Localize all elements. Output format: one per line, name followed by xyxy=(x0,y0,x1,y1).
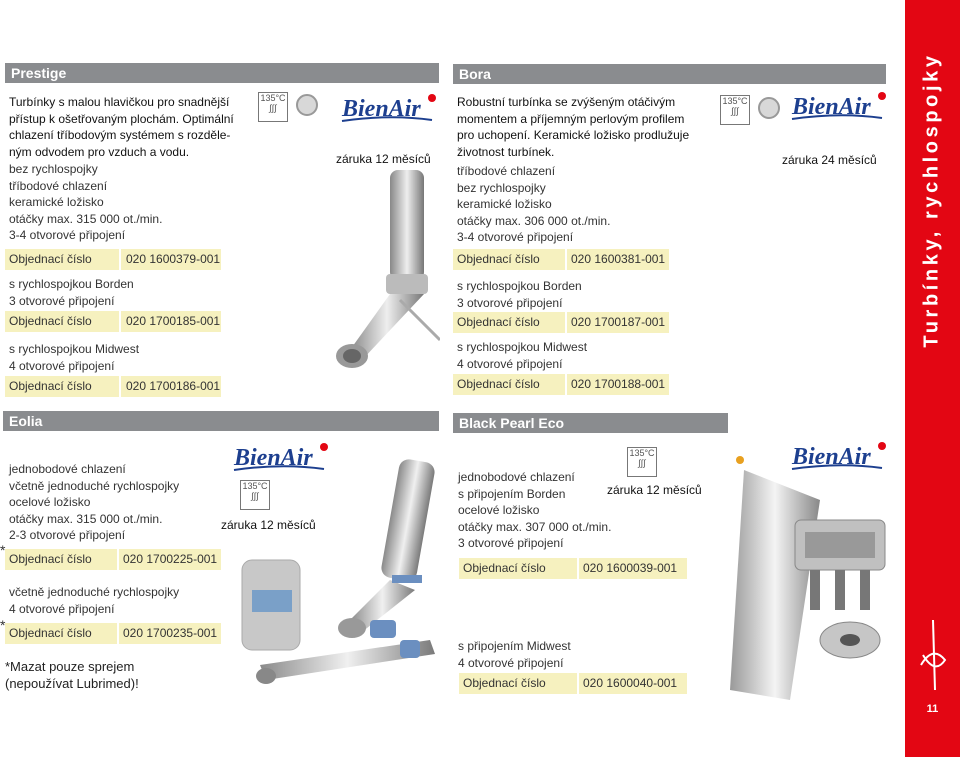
bora-variant-borden: s rychlospojkou Borden 3 otvorové připojení xyxy=(457,279,582,310)
bora-order-3: Objednací číslo 020 1700188-001 xyxy=(453,374,669,395)
prestige-variant-midwest: s rychlospojkou Midwest 4 otvorové připojení xyxy=(9,342,140,373)
prestige-variant-borden: s rychlospojkou Borden 3 otvorové připojení xyxy=(9,277,134,308)
sterilization-disc-icon xyxy=(296,94,318,116)
prestige-warranty: záruka 12 měsíců xyxy=(336,152,431,166)
eolia-warranty: záruka 12 měsíců xyxy=(221,518,316,532)
prestige-handpiece-image xyxy=(330,170,440,400)
black-pearl-handpiece-image xyxy=(700,440,900,710)
svg-text:BienAir: BienAir xyxy=(234,445,313,471)
black-pearl-order-2: Objednací číslo 020 1600040-001 xyxy=(459,673,687,694)
black-pearl-specs: jednobodové chlazení s připojením Borden ocelové ložisko otáčky max. 307 000 ot./min. 3 otvorové připojení xyxy=(458,470,612,551)
prestige-specs: bez rychlospojky tříbodové chlazení keramické ložisko otáčky max. 315 000 ot./min. 3-4 otvorové připojení xyxy=(9,162,163,243)
prestige-order-3: Objednací číslo 020 1700186-001 xyxy=(5,376,221,397)
black-pearl-warranty: záruka 12 měsíců xyxy=(607,483,702,497)
eolia-specs: jednobodové chlazení včetně jednoduché rychlospojky ocelové ložisko otáčky max. 315 000 ot./min. 2-3 otvorové připojení xyxy=(9,462,180,543)
sterilization-disc-icon xyxy=(758,97,780,119)
svg-text:BienAir: BienAir xyxy=(342,96,421,122)
sidebar xyxy=(905,0,960,757)
bora-order-2: Objednací číslo 020 1700187-001 xyxy=(453,312,669,333)
bora-variant-midwest: s rychlospojkou Midwest 4 otvorové připojení xyxy=(457,340,588,371)
bora-order-1: Objednací číslo 020 1600381-001 xyxy=(453,249,669,270)
temperature-135-icon: 135°C ∫∫∫ xyxy=(240,480,270,510)
prestige-order-2: Objednací číslo 020 1700185-001 xyxy=(5,311,221,332)
bienair-logo xyxy=(790,90,888,124)
bora-specs: tříbodové chlazení bez rychlospojky keramické ložisko otáčky max. 306 000 ot./min. 3-4 otvorové připojení xyxy=(457,164,611,245)
sidebar-title: Turbínky, rychlospojky xyxy=(920,52,943,348)
eolia-order-1: Objednací číslo 020 1700225-001 xyxy=(5,549,221,570)
eolia-asterisk-1: * xyxy=(0,542,6,558)
temperature-135-icon: 135°C ∫∫∫ xyxy=(258,92,288,122)
prestige-order-1: Objednací číslo 020 1600379-001 xyxy=(5,249,221,270)
bora-warranty: záruka 24 měsíců xyxy=(782,153,877,167)
bienair-logo xyxy=(340,92,438,126)
eolia-handpiece-image xyxy=(230,440,445,705)
eolia-note: *Mazat pouze sprejem (nepoužívat Lubrimed)! xyxy=(5,659,139,691)
black-pearl-variant-midwest: s připojením Midwest 4 otvorové připojení xyxy=(458,639,571,670)
eolia-asterisk-2: * xyxy=(0,617,6,633)
eolia-order-2: Objednací číslo 020 1700235-001 xyxy=(5,623,221,644)
decorative-ornament xyxy=(913,615,953,695)
eolia-variant-4hole: včetně jednoduché rychlospojky 4 otvorové připojení xyxy=(9,585,180,616)
svg-text:BienAir: BienAir xyxy=(792,444,871,470)
prestige-header: Prestige xyxy=(5,63,439,83)
bora-desc: Robustní turbínka se zvýšeným otáčivým momentem a příjemným perlovým profilem pro uchopení. Keramické ložisko prodlužuje životnost turbínek. xyxy=(457,95,690,159)
eolia-header: Eolia xyxy=(3,411,439,431)
temperature-135-icon: 135°C ∫∫∫ xyxy=(720,95,750,125)
svg-text:BienAir: BienAir xyxy=(792,94,871,120)
prestige-desc: Turbínky s malou hlavičkou pro snadnější přístup k ošetřovaným plochám. Optimální chlazení tříbodovým systémem s rozděle- ným odvodem pro vzduch a vodu. xyxy=(9,95,234,159)
temperature-135-icon: 135°C ∫∫∫ xyxy=(627,447,657,477)
black-pearl-order-1: Objednací číslo 020 1600039-001 xyxy=(459,558,687,579)
bora-header: Bora xyxy=(453,64,886,84)
page-number: 11 xyxy=(926,703,939,715)
black-pearl-header: Black Pearl Eco xyxy=(453,413,728,433)
